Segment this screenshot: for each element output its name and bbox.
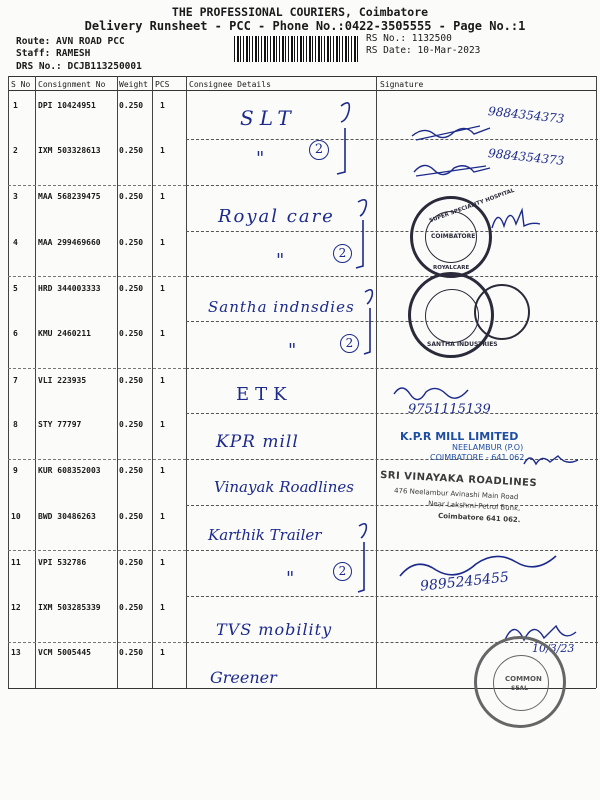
signature-phone: 9895245455 — [419, 569, 510, 595]
col-border — [117, 76, 118, 688]
row-consignment: VCM 5005445 — [38, 648, 91, 657]
row-divider — [8, 368, 186, 369]
row-divider — [186, 276, 598, 277]
stamp-text: COIMBATORE — [431, 233, 476, 240]
svr-stamp-line: 476 Neelambur Avinashi Main Road — [393, 486, 519, 502]
row-weight: 0.250 — [119, 192, 144, 201]
row-consignment: VPI 532786 — [38, 558, 87, 567]
col-border — [8, 76, 9, 688]
row-divider — [186, 596, 598, 597]
circled-two: 2 — [333, 244, 352, 263]
circled-two: 2 — [340, 334, 359, 353]
circled-two: 2 — [309, 140, 329, 160]
row-divider — [186, 321, 598, 322]
stamp-text: SANTHA INDUSTRIES — [427, 341, 498, 348]
handwriting-slt: SLT — [240, 106, 297, 130]
row-sno: 9 — [13, 466, 18, 475]
row-divider — [186, 368, 598, 369]
row-pcs: 1 — [160, 376, 165, 385]
handwriting-karthik: Karthik Trailer — [208, 526, 322, 544]
row-weight: 0.250 — [119, 146, 144, 155]
hospital-stamp — [410, 187, 516, 278]
row-consignment: KUR 608352003 — [38, 466, 101, 475]
row-sno: 1 — [13, 101, 18, 110]
row-consignment: STY 77797 — [38, 420, 82, 429]
handwriting-ditto: " — [286, 568, 295, 589]
signature-scribble — [410, 118, 500, 148]
bracket-mark — [354, 196, 380, 276]
row-sno: 5 — [13, 284, 18, 293]
row-consignment: MAA 568239475 — [38, 192, 101, 201]
row-pcs: 1 — [160, 329, 165, 338]
row-sno: 7 — [13, 376, 18, 385]
row-pcs: 1 — [160, 284, 165, 293]
row-consignment: IXM 503285339 — [38, 603, 101, 612]
staff-label: Staff: RAMESH — [16, 48, 91, 59]
row-pcs: 1 — [160, 101, 165, 110]
table-top-rule — [8, 76, 596, 77]
row-consignment: KMU 2460211 — [38, 329, 91, 338]
row-sno: 3 — [13, 192, 18, 201]
kpr-stamp-line: COIMBATORE - 641 062 — [430, 453, 525, 462]
row-sno: 10 — [11, 512, 21, 521]
col-header-consignee: Consignee Details — [189, 80, 271, 89]
row-pcs: 1 — [160, 146, 165, 155]
row-weight: 0.250 — [119, 558, 144, 567]
row-sno: 8 — [13, 420, 18, 429]
handwriting-etk: ETK — [236, 384, 293, 405]
row-divider — [8, 276, 186, 277]
row-sno: 12 — [11, 603, 21, 612]
col-header-signature: Signature — [380, 80, 424, 89]
handwriting-ditto: " — [276, 250, 285, 271]
santha-stamp-small — [474, 284, 530, 340]
row-divider — [186, 505, 598, 506]
row-pcs: 1 — [160, 558, 165, 567]
signature-scribble — [522, 448, 582, 474]
barcode — [234, 36, 358, 62]
handwriting-royal-care: Royal care — [218, 206, 335, 227]
row-sno: 11 — [11, 558, 21, 567]
kpr-stamp-name: K.P.R MILL LIMITED — [400, 430, 519, 443]
kpr-stamp-line: NEELAMBUR (P.O) — [452, 443, 524, 452]
stamp-text: COMMON — [505, 675, 542, 683]
signature-scribble — [412, 156, 502, 186]
handwriting-vinayak: Vinayak Roadlines — [214, 478, 354, 496]
row-weight: 0.250 — [119, 603, 144, 612]
row-pcs: 1 — [160, 648, 165, 657]
table-header-rule — [8, 90, 596, 91]
col-header-pcs: PCS — [155, 80, 170, 89]
handwriting-tvs: TVS mobility — [216, 620, 333, 639]
col-header-sno: S No — [11, 80, 31, 89]
row-consignment: MAA 299469660 — [38, 238, 101, 247]
row-sno: 6 — [13, 329, 18, 338]
drs-number: DRS No.: DCJB113250001 — [16, 61, 142, 72]
row-sno: 4 — [13, 238, 18, 247]
row-weight: 0.250 — [119, 101, 144, 110]
row-weight: 0.250 — [119, 648, 144, 657]
row-divider — [186, 139, 598, 140]
route-label: Route: AVN ROAD PCC — [16, 36, 125, 47]
row-pcs: 1 — [160, 238, 165, 247]
row-weight: 0.250 — [119, 376, 144, 385]
col-header-weight: Weight — [119, 80, 148, 89]
row-divider — [186, 185, 598, 186]
row-divider — [8, 185, 186, 186]
row-divider — [8, 459, 186, 460]
row-weight: 0.250 — [119, 466, 144, 475]
stamp-text: SUPER SPECIALITY HOSPITAL — [428, 187, 516, 225]
row-weight: 0.250 — [119, 238, 144, 247]
bracket-mark — [362, 286, 382, 358]
signature-phone: 9884354373 — [487, 146, 565, 168]
row-divider — [8, 642, 186, 643]
col-border — [152, 76, 153, 688]
signature-phone: 9884354373 — [487, 104, 565, 126]
row-consignment: BWD 30486263 — [38, 512, 96, 521]
rs-date: RS Date: 10-Mar-2023 — [366, 45, 481, 56]
svr-stamp-line: Coimbatore 641 062. — [437, 511, 521, 525]
handwriting-ditto: " — [288, 340, 297, 361]
row-pcs: 1 — [160, 466, 165, 475]
row-weight: 0.250 — [119, 512, 144, 521]
row-sno: 2 — [13, 146, 18, 155]
row-divider — [186, 413, 598, 414]
col-header-consignment: Consignment No — [38, 80, 106, 89]
svr-stamp-name: SRI VINAYAKA ROADLINES — [379, 469, 538, 490]
row-weight: 0.250 — [119, 329, 144, 338]
handwriting-greener: Greener — [210, 668, 277, 687]
rs-number: RS No.: 1132500 — [366, 33, 452, 44]
document-subtitle: Delivery Runsheet - PCC - Phone No.:0422-3505555 - Page No.:1 — [84, 19, 526, 33]
row-consignment: VLI 223935 — [38, 376, 87, 385]
row-divider — [8, 550, 186, 551]
row-weight: 0.250 — [119, 284, 144, 293]
row-consignment: HRD 344003333 — [38, 284, 101, 293]
row-sno: 13 — [11, 648, 21, 657]
col-border — [35, 76, 36, 688]
common-seal-stamp — [474, 636, 566, 728]
stamp-text: ROYALCARE — [433, 265, 470, 271]
row-pcs: 1 — [160, 192, 165, 201]
handwriting-santha: Santha indnsdies — [208, 298, 355, 316]
bracket-mark — [356, 520, 378, 596]
signature-date: 10/3/23 — [532, 642, 575, 655]
row-consignment: IXM 503328613 — [38, 146, 101, 155]
svr-stamp-line: Near Lakshmi Petrol Bunk, — [427, 499, 521, 513]
signature-phone: 9751115139 — [408, 402, 491, 417]
bracket-mark — [335, 98, 365, 178]
row-pcs: 1 — [160, 420, 165, 429]
row-pcs: 1 — [160, 603, 165, 612]
signature-scribble — [488, 204, 548, 234]
row-pcs: 1 — [160, 512, 165, 521]
row-consignment: DPI 10424951 — [38, 101, 96, 110]
document-title: THE PROFESSIONAL COURIERS, Coimbatore — [171, 5, 429, 19]
handwriting-kpr-mill: KPR mill — [216, 432, 299, 452]
handwriting-ditto: " — [256, 148, 265, 169]
circled-two: 2 — [333, 562, 352, 581]
row-weight: 0.250 — [119, 420, 144, 429]
stamp-text: SEAL — [511, 685, 528, 692]
